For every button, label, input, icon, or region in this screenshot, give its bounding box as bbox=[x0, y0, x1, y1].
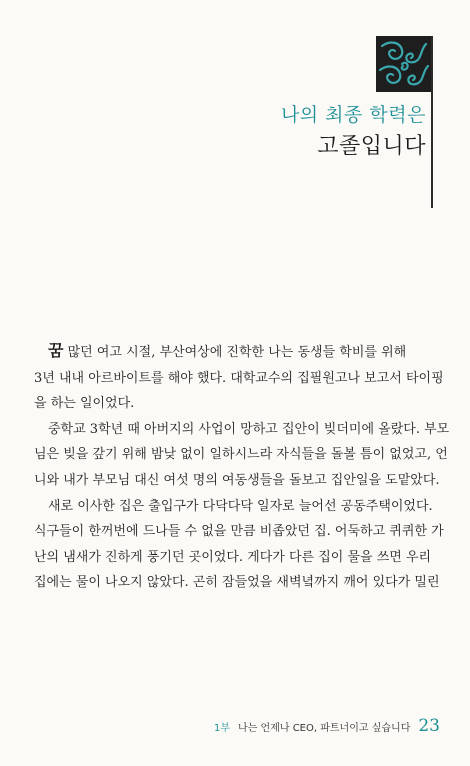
body-text bbox=[34, 338, 450, 596]
drop-word: 꿈 bbox=[48, 341, 64, 360]
page-footer bbox=[214, 716, 440, 736]
footer-part-label: 1부 bbox=[214, 723, 231, 734]
body-line: 중학교 3학년 때 아버지의 사업이 망하고 집안이 빚더미에 올랐다. 부모 bbox=[48, 421, 450, 437]
body-line: 을 하는 일이었다. bbox=[34, 396, 135, 412]
body-line: 새로 이사한 집은 출입구가 다닥다닥 일자로 늘어선 공동주택이었다. bbox=[48, 498, 433, 514]
body-line: 집에는 물이 나오지 않았다. 곤히 잠들었을 새벽녘까지 깨어 있다가 밀린 bbox=[34, 575, 440, 591]
body-line: 식구들이 한꺼번에 드나들 수 없을 만큼 비좁았던 집. 어둑하고 퀴퀴한 가 bbox=[34, 524, 444, 540]
scroll-ornament-icon bbox=[376, 36, 432, 92]
chapter-title-line-2: 고졸입니다 bbox=[317, 134, 426, 159]
footer-book-title: 나는 언제나 CEO, 파트너이고 싶습니다 bbox=[238, 723, 411, 734]
body-line: 꿈 많던 여고 시절, 부산여상에 진학한 나는 동생들 학비를 위해 bbox=[48, 341, 407, 360]
title-vertical-rule bbox=[431, 36, 433, 208]
body-line: 님은 빚을 갚기 위해 밤낮 없이 일하시느라 자식들을 돌볼 틈이 없었고, 언 bbox=[34, 447, 448, 463]
body-line: 3년 내내 아르바이트를 해야 했다. 대학교수의 집필원고나 보고서 타이핑 bbox=[34, 370, 444, 386]
body-line: 니와 내가 부모님 대신 여섯 명의 여동생들을 돌보고 집안일을 도맡았다. bbox=[34, 472, 440, 488]
body-line: 난의 냄새가 진하게 풍기던 곳이었다. 게다가 다른 집이 물을 쓰면 우리 bbox=[34, 549, 432, 565]
chapter-title-line-1: 나의 최종 학력은 bbox=[280, 104, 426, 126]
page-number: 23 bbox=[418, 716, 440, 736]
